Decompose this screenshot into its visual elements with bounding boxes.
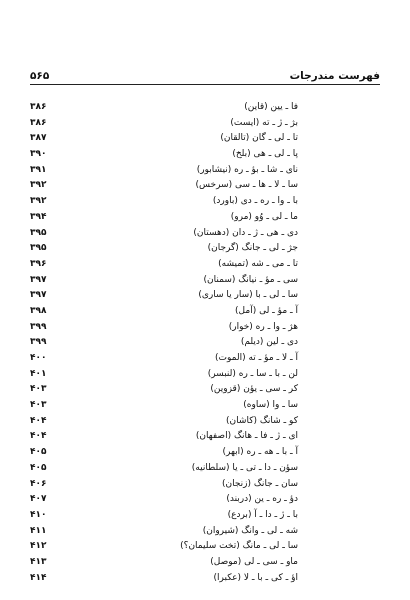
toc-entry-page: ۴۰۶	[30, 478, 47, 489]
toc-entry	[30, 257, 380, 273]
toc-entry	[30, 429, 380, 445]
toc-entry-title: ای ـ ژ ـ فا ـ هانگ (اصفهان)	[195, 431, 298, 442]
toc-entry-page: ۴۰۵	[30, 447, 47, 458]
toc-entry	[30, 555, 380, 571]
toc-entry-title: ما ـ لی ـ وُو (مرو)	[230, 211, 298, 222]
toc-entry-page: ۳۸۶	[30, 117, 47, 128]
toc-entry-page: ۴۱۴	[30, 572, 47, 583]
toc-entry	[30, 241, 380, 257]
toc-entry-page: ۳۹۲	[30, 196, 47, 207]
toc-entry-title: آ ـ لا ـ مؤ ـ ته (الموت)	[215, 353, 298, 363]
toc-entry	[30, 178, 380, 194]
toc-entry-title: نای ـ شا ـ بؤ ـ ره (نیشابور)	[196, 164, 298, 175]
toc-entry-page: ۴۱۲	[30, 541, 47, 552]
toc-entry-page: ۴۰۴	[30, 431, 47, 442]
toc-entry-title: دی ـ لین (دیلم)	[240, 337, 298, 348]
toc-entry-title: هژ ـ وا ـ ره (خوار)	[228, 321, 298, 332]
toc-entry-title: سی ـ مؤ ـ نیانگ (سمنان)	[203, 274, 298, 285]
toc-entry-title: تا ـ لی ـ گان (تالقان)	[220, 133, 298, 144]
toc-entry-title: بژ ـ ژ ـ ته (ایست)	[230, 117, 298, 128]
toc-entry-page: ۳۹۸	[30, 305, 47, 316]
toc-entry	[30, 398, 380, 414]
toc-entry-page: ۳۹۰	[30, 149, 47, 160]
toc-entry-page: ۴۰۳	[30, 400, 47, 411]
toc-entry-title: سا ـ لا ـ ها ـ سی (سرخس)	[195, 180, 298, 191]
toc-entry	[30, 414, 380, 430]
toc-entry-title: کر ـ سی ـ یؤن (قزوین)	[210, 384, 298, 395]
page-header	[30, 70, 380, 84]
toc-entry-page: ۳۹۵	[30, 227, 47, 238]
toc-entry	[30, 304, 380, 320]
toc-entry	[30, 508, 380, 524]
toc-entry-page: ۳۹۷	[30, 290, 47, 301]
toc-entry	[30, 273, 380, 289]
toc-entry-page: ۳۹۱	[30, 164, 47, 175]
toc-entry-page: ۳۹۲	[30, 180, 47, 191]
toc-entry	[30, 492, 380, 508]
toc-entry-title: آ ـ با ـ هه ـ ره (ابهر)	[222, 447, 298, 458]
toc-entry-title: پا ـ لی ـ هی (بلخ)	[232, 149, 298, 160]
toc-entry-title: سا ـ لی ـ با (سار یا ساری)	[198, 290, 298, 301]
toc-entry	[30, 524, 380, 540]
toc-entry	[30, 351, 380, 367]
toc-entry-page: ۳۹۹	[30, 321, 47, 332]
page-number: ۵۶۵	[30, 70, 50, 82]
toc-entry	[30, 116, 380, 132]
toc-entry-page: ۴۱۰	[30, 509, 47, 520]
toc-entry	[30, 382, 380, 398]
toc-entry-page: ۳۸۷	[30, 133, 47, 144]
toc-entry-page: ۴۰۳	[30, 384, 47, 395]
toc-entry-page: ۳۸۶	[30, 102, 47, 112]
toc-entry	[30, 131, 380, 147]
toc-entry-title: لن ـ با ـ سا ـ ره (لنبسر)	[207, 368, 298, 379]
toc-entry	[30, 461, 380, 477]
toc-entry-page: ۳۹۴	[30, 211, 47, 222]
toc-entry	[30, 445, 380, 461]
toc-entry	[30, 320, 380, 336]
toc-entry-title: اؤ ـ کی ـ با ـ لا (عکبرا)	[213, 572, 298, 583]
toc-entry-title: آ ـ مؤ ـ لی (آمل)	[235, 305, 298, 316]
toc-entry	[30, 163, 380, 179]
toc-entry	[30, 210, 380, 226]
toc-entry-title: سا ـ وا (ساوه)	[243, 400, 298, 411]
toc-entry-title: دؤ ـ ره ـ ین (دربند)	[226, 494, 298, 505]
running-title: فهرست مندرجات	[289, 70, 380, 82]
toc-entry-page: ۴۰۵	[30, 462, 47, 473]
table-of-contents	[30, 100, 380, 586]
toc-entry-page: ۴۰۴	[30, 415, 47, 426]
toc-entry	[30, 539, 380, 555]
toc-entry	[30, 147, 380, 163]
toc-entry-page: ۳۹۶	[30, 258, 47, 269]
toc-entry-title: کو ـ شانگ (کاشان)	[226, 415, 298, 426]
toc-entry	[30, 288, 380, 304]
toc-entry-page: ۴۰۰	[30, 353, 47, 363]
toc-entry-title: تا ـ می ـ شه (تمیشه)	[218, 258, 298, 269]
toc-entry-title: با ـ وا ـ ره ـ دی (باورد)	[212, 196, 298, 207]
toc-entry-title: سان ـ جانگ (زنجان)	[221, 478, 298, 489]
toc-entry-page: ۴۰۷	[30, 494, 47, 505]
header-rule	[30, 84, 380, 85]
toc-entry-page: ۳۹۵	[30, 243, 47, 254]
toc-entry-page: ۳۹۷	[30, 274, 47, 285]
toc-entry	[30, 477, 380, 493]
toc-entry	[30, 226, 380, 242]
toc-entry	[30, 335, 380, 351]
toc-entry-page: ۴۰۱	[30, 368, 47, 379]
toc-entry	[30, 100, 380, 116]
toc-entry-title: فا ـ یین (قاین)	[244, 102, 298, 112]
toc-entry-title: با ـ ژ ـ دا ـ آ (بردع)	[227, 509, 298, 520]
toc-entry	[30, 571, 380, 587]
toc-entry-title: جژ ـ لی ـ جانگ (گرجان)	[207, 243, 298, 254]
toc-entry	[30, 194, 380, 210]
toc-entry-title: سؤن ـ دا ـ تی ـ یا (سلطانیه)	[191, 462, 298, 473]
toc-entry	[30, 367, 380, 383]
toc-entry-page: ۴۱۱	[30, 525, 47, 536]
toc-entry-page: ۴۱۳	[30, 556, 47, 567]
toc-entry-title: ماو ـ سی ـ لی (موصل)	[210, 556, 298, 567]
toc-entry-title: شه ـ لی ـ وانگ (شیروان)	[202, 525, 298, 536]
toc-entry-title: سا ـ لی ـ مانگ (تخت سلیمان؟)	[180, 541, 298, 552]
toc-entry-page: ۳۹۹	[30, 337, 47, 348]
toc-entry-title: دی ـ هی ـ ژ ـ دان (دهستان)	[193, 227, 298, 238]
